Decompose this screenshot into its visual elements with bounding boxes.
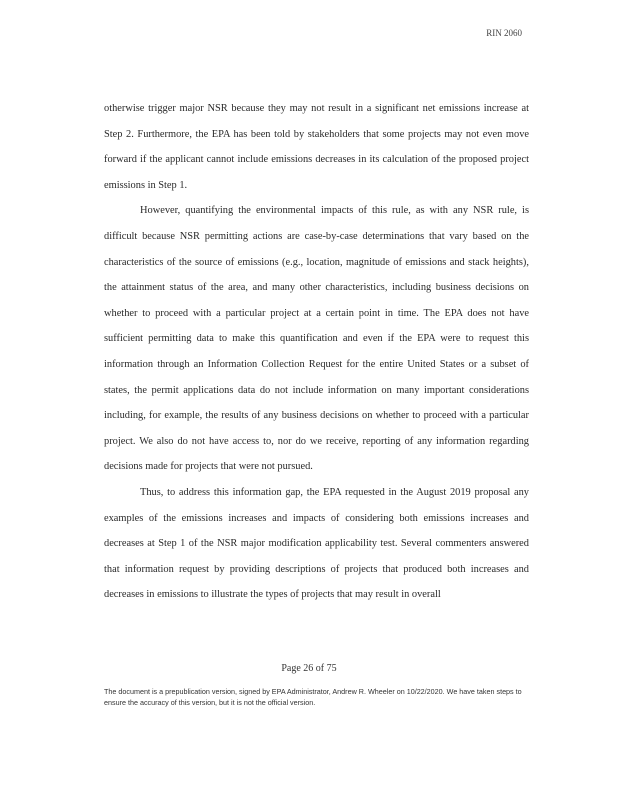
prepublication-disclaimer: The document is a prepublication version, signed by EPA Administrator, Andrew R. Wheeler on 10/22/2020. We have taken steps to ensure the accuracy of this version, but it is not the official version.	[104, 687, 522, 707]
document-body	[104, 96, 529, 608]
paragraph-continuation: otherwise trigger major NSR because they may not result in a significant net emissions increase at Step 2. Furthermore, the EPA has been told by stakeholders that some projects may not even move forward if the applicant cannot include emissions decreases in its calculation of the proposed project emissions in Step 1.	[104, 103, 529, 191]
paragraph: Thus, to address this information gap, the EPA requested in the August 2019 proposal any examples of the emissions increases and impacts of considering both emissions increases and decreases at Step 1 of the NSR major modification applicability test. Several commenters answered that information request by providing descriptions of projects that produced both increases and decreases in emissions to illustrate the types of projects that may result in overall	[104, 486, 529, 601]
document-id: RIN 2060	[486, 28, 522, 38]
paragraph: However, quantifying the environmental impacts of this rule, as with any NSR rule, is difficult because NSR permitting actions are case-by-case determinations that vary based on the characteristics of the source of emissions (e.g., location, magnitude of emissions and stack heights), the attainment status of the area, and many other characteristics, including business decisions on whether to proceed with a particular project at a certain point in time. The EPA does not have sufficient permitting data to make this quantification and even if the EPA were to request this information through an Information Collection Request for the entire United States or a subset of states, the permit applications data do not include information on many important considerations including, for example, the results of any business decisions on whether to proceed with a particular project. We also do not have access to, nor do we receive, reporting of any information regarding decisions made for projects that were not pursued.	[104, 205, 529, 473]
page-number: Page 26 of 75	[281, 663, 337, 674]
